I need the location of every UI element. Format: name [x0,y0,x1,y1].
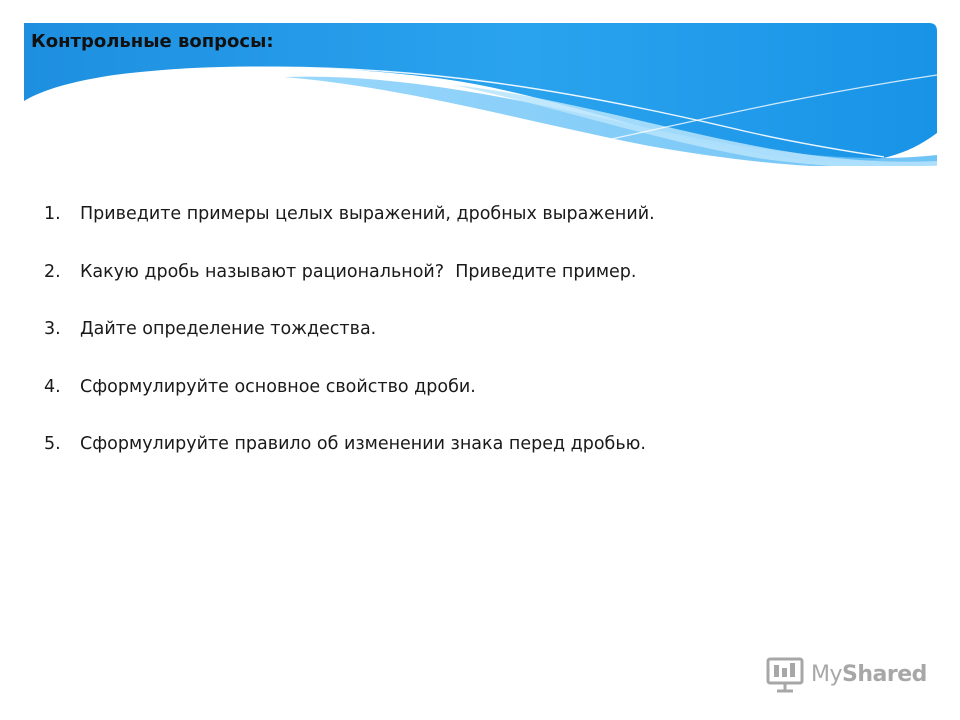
presentation-board-icon [765,654,805,694]
question-number: 2. [44,261,61,282]
question-text: Сформулируйте правило об изменении знака перед дробью. [80,434,646,454]
watermark-brand-prefix: My [811,661,843,687]
question-number: 1. [44,204,61,224]
watermark-brand-suffix: Shared [842,661,927,687]
question-number: 3. [44,319,61,339]
watermark-brand [811,662,927,687]
question-item [44,318,904,340]
question-text: Дайте определение тождества. [80,319,377,339]
slide-title: Контрольные вопросы: [31,31,274,52]
question-item [44,261,904,283]
question-number: 4. [44,376,61,397]
question-number: 5. [44,434,61,454]
question-item [44,433,904,455]
question-text: Приведите примеры целых выражений, дробных выражений. [80,204,655,224]
myshared-watermark[interactable] [765,654,927,694]
question-text: Сформулируйте основное свойство дроби. [80,376,476,397]
question-text: Какую дробь называют рациональной? Приведите пример. [80,261,637,282]
question-item [44,203,904,225]
questions-list [44,203,904,491]
question-item [44,376,904,398]
